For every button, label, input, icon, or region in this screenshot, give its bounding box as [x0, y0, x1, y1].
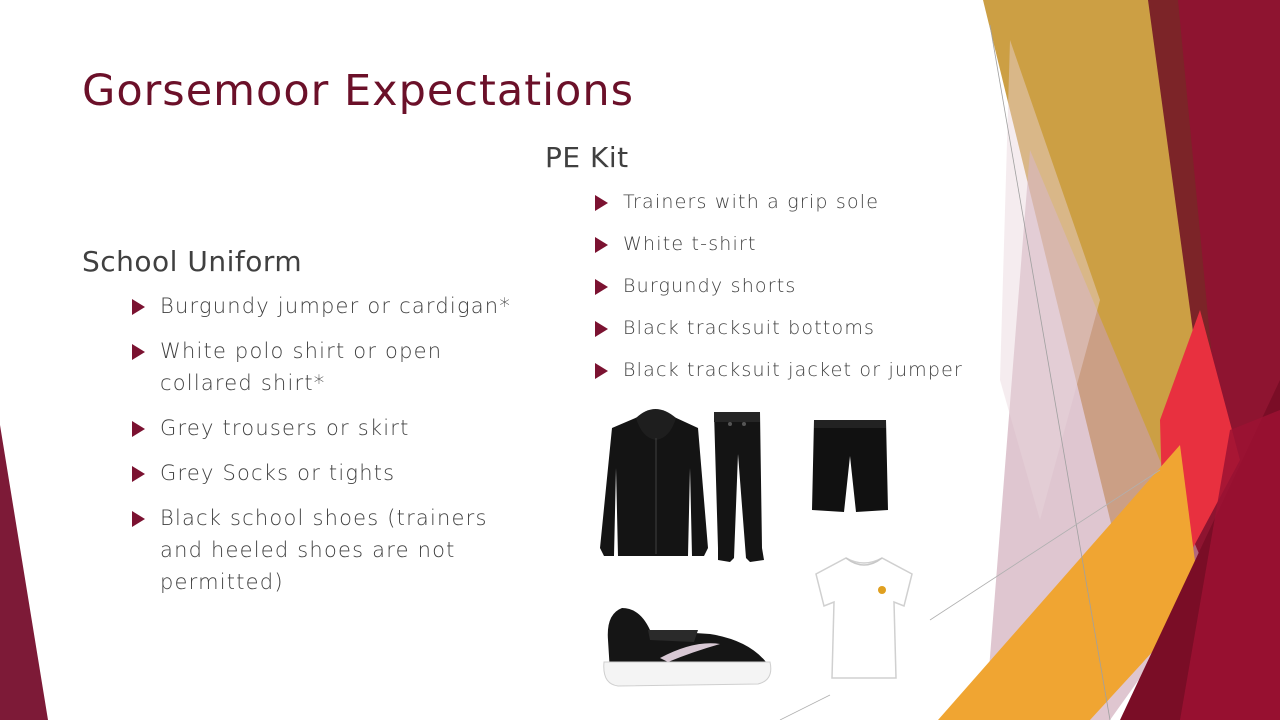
- tshirt-shape: [816, 558, 912, 678]
- triangle-bullet-icon: [595, 237, 608, 253]
- list-item: [623, 356, 983, 384]
- thin-line-3: [780, 695, 830, 720]
- triangle-bullet-icon: [595, 279, 608, 295]
- joggers: [714, 412, 764, 562]
- left-edge-facet: [0, 425, 48, 720]
- list-item: [623, 230, 983, 258]
- school-uniform-list: [160, 290, 520, 611]
- triangle-bullet-icon: [132, 421, 145, 437]
- list-item: [623, 314, 983, 342]
- list-item-text: Burgundy jumper or cardigan*: [160, 294, 512, 318]
- list-item: [623, 188, 983, 216]
- triangle-bullet-icon: [595, 195, 608, 211]
- trainer-strap: [648, 630, 698, 642]
- triangle-bullet-icon: [595, 321, 608, 337]
- list-item-text: Burgundy shorts: [623, 275, 797, 297]
- list-item-text: White t-shirt: [623, 233, 757, 255]
- pe-kit-heading: PE Kit: [545, 141, 629, 174]
- list-item-text: Black tracksuit bottoms: [623, 317, 876, 339]
- school-logo-icon: [878, 586, 886, 594]
- list-item-text: Black school shoes (trainers and heeled shoes are not permitted): [160, 506, 488, 594]
- trainers-photo: [598, 600, 776, 692]
- list-item: [160, 290, 520, 322]
- list-item: [160, 335, 520, 399]
- shorts-waistband: [814, 420, 886, 428]
- list-item: [160, 457, 520, 489]
- list-item-text: White polo shirt or open collared shirt*: [160, 339, 443, 395]
- triangle-bullet-icon: [132, 466, 145, 482]
- shorts-shape: [812, 420, 888, 512]
- list-item-text: Trainers with a grip sole: [623, 191, 880, 213]
- list-item-text: Grey Socks or tights: [160, 461, 396, 485]
- white-tshirt-photo: [812, 552, 916, 682]
- black-shorts-photo: [808, 416, 892, 516]
- list-item: [160, 502, 520, 598]
- triangle-bullet-icon: [132, 511, 145, 527]
- school-uniform-heading: School Uniform: [82, 245, 303, 278]
- joggers-waistband: [714, 412, 760, 422]
- triangle-bullet-icon: [595, 363, 608, 379]
- pe-kit-list: [623, 188, 983, 398]
- list-item-text: Black tracksuit jacket or jumper: [623, 359, 964, 381]
- trainer-sole: [604, 662, 771, 686]
- list-item: [623, 272, 983, 300]
- slide-title: Gorsemoor Expectations: [82, 66, 635, 116]
- joggers-drawstring: [742, 422, 746, 426]
- black-tracksuit-photo: [600, 408, 775, 570]
- triangle-bullet-icon: [132, 344, 145, 360]
- joggers-drawstring: [728, 422, 732, 426]
- list-item-text: Grey trousers or skirt: [160, 416, 410, 440]
- list-item: [160, 412, 520, 444]
- triangle-bullet-icon: [132, 299, 145, 315]
